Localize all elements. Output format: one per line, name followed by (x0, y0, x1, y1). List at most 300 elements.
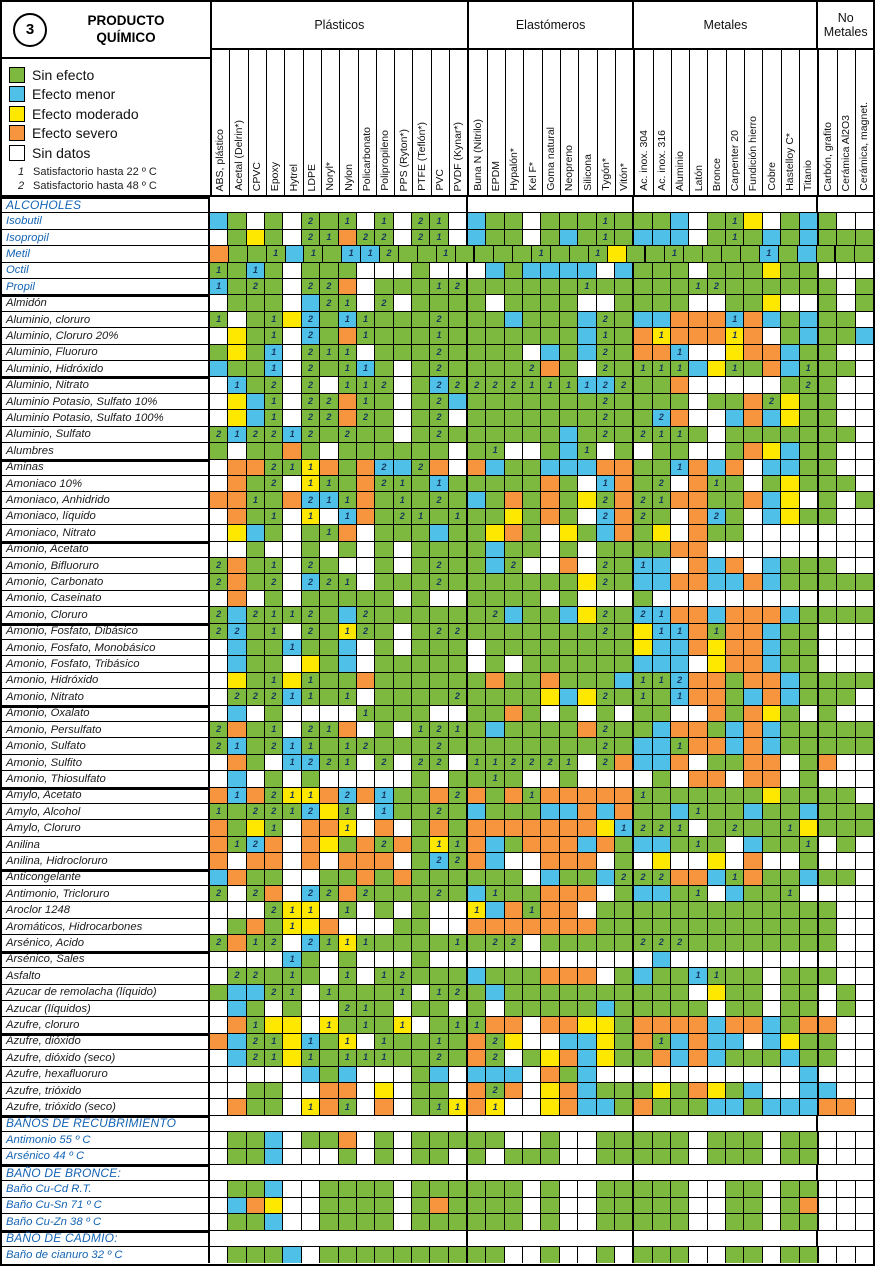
cell (837, 509, 855, 524)
cell-temp-note: 1 (326, 986, 332, 997)
cell (615, 460, 634, 475)
row-label: Amylo, Acetato (2, 788, 210, 803)
cell (541, 722, 559, 737)
cell (615, 820, 634, 835)
cell (541, 443, 559, 458)
cell (744, 607, 762, 622)
cell-temp-note: 2 (252, 1052, 258, 1063)
table-row (2, 1181, 873, 1197)
cell (597, 295, 615, 310)
cell-temp-note: 1 (713, 478, 719, 489)
cell (800, 820, 819, 835)
cell (763, 460, 781, 475)
cell-temp-note: 2 (492, 609, 498, 620)
cell (689, 213, 707, 228)
cell-temp-note: 2 (326, 396, 332, 407)
cell (247, 312, 265, 327)
table-row (2, 607, 873, 623)
cell-temp-note: 1 (326, 937, 332, 948)
cell (856, 1247, 873, 1263)
cell (339, 361, 357, 376)
cell (597, 935, 615, 950)
cell (578, 755, 596, 770)
cell-temp-note: 1 (216, 281, 222, 292)
legend-items (9, 65, 208, 163)
cell (228, 804, 246, 819)
cell (781, 427, 799, 442)
cell (578, 706, 596, 721)
row-cells (210, 1149, 873, 1164)
cell (726, 377, 744, 392)
cell (394, 1247, 412, 1263)
cell (375, 1067, 393, 1082)
cell-temp-note: 1 (436, 330, 442, 341)
cell (394, 1099, 412, 1114)
cell (505, 230, 523, 245)
cell (689, 870, 707, 885)
table-row (2, 738, 873, 754)
cell-temp-note: 2 (216, 560, 222, 571)
cell (320, 1034, 338, 1049)
cell (671, 295, 689, 310)
cell (689, 919, 707, 934)
cell-temp-note: 2 (381, 379, 387, 390)
cell (597, 591, 615, 606)
cell (671, 574, 689, 589)
cell (210, 706, 228, 721)
cell (228, 1067, 246, 1082)
cell-temp-note: 2 (713, 281, 719, 292)
cell (560, 377, 578, 392)
cell (856, 952, 873, 967)
cell-temp-note: 1 (547, 379, 553, 390)
cell-temp-note: 1 (289, 806, 295, 817)
cell-temp-note: 1 (344, 970, 350, 981)
table-row (2, 312, 873, 328)
row-cells (210, 607, 873, 622)
cell (781, 771, 799, 786)
cell (836, 246, 855, 261)
cell (302, 1083, 320, 1098)
row-cells (210, 624, 873, 639)
cell (837, 410, 855, 425)
cell-temp-note: 1 (529, 379, 535, 390)
cell (837, 755, 855, 770)
cell (283, 1214, 301, 1229)
cell (763, 263, 781, 278)
cell (320, 738, 338, 753)
cell (744, 1214, 762, 1229)
cell (283, 542, 301, 557)
cell (302, 985, 320, 1000)
cell-temp-note: 1 (289, 953, 295, 964)
cell (228, 837, 246, 852)
row-label: Arsénico, Acido (2, 935, 210, 950)
cell (210, 722, 228, 737)
cell (283, 361, 301, 376)
cell (210, 377, 228, 392)
cell (615, 213, 634, 228)
cell (486, 624, 504, 639)
cell (597, 853, 615, 868)
cell (856, 460, 873, 475)
cell (646, 246, 665, 261)
cell (430, 1067, 448, 1082)
cell (634, 328, 652, 343)
cell-temp-note: 2 (216, 625, 222, 636)
cell (763, 689, 781, 704)
cell (210, 460, 228, 475)
cell (634, 345, 652, 360)
cell-temp-note: 1 (234, 428, 240, 439)
cell (394, 394, 412, 409)
cell (726, 1017, 744, 1032)
cell (339, 788, 357, 803)
cell (634, 837, 652, 852)
row-label: Amonio, Oxalato (2, 706, 210, 721)
cell (302, 213, 320, 228)
column-group-metales: Metales (634, 2, 818, 48)
cell (578, 1181, 596, 1196)
cell-temp-note: 2 (492, 937, 498, 948)
cell (302, 345, 320, 360)
cell (578, 788, 596, 803)
cell (265, 935, 283, 950)
cell (763, 1001, 781, 1016)
cell (856, 345, 873, 360)
cell (210, 230, 228, 245)
cell-temp-note: 2 (381, 478, 387, 489)
cell (339, 1067, 357, 1082)
cell (486, 394, 504, 409)
cell (653, 410, 671, 425)
cell-temp-note: 1 (307, 740, 313, 751)
cell (430, 476, 448, 491)
cell-temp-note: 1 (787, 888, 793, 899)
cell (375, 985, 393, 1000)
cell-temp-note: 2 (307, 412, 313, 423)
row-label: Amonio, Sulfato (2, 738, 210, 753)
cell (560, 312, 578, 327)
cell (265, 1247, 283, 1263)
cell (430, 525, 448, 540)
legend-label: Efecto menor (32, 86, 116, 103)
cell (689, 1034, 707, 1049)
cell (597, 886, 615, 901)
cell (671, 722, 689, 737)
cell (597, 574, 615, 589)
row-cells (210, 509, 873, 524)
cell (560, 1132, 578, 1147)
cell (210, 1034, 228, 1049)
cell (856, 1149, 873, 1164)
cell (412, 788, 430, 803)
cell (608, 246, 627, 261)
cell (856, 689, 873, 704)
cell (800, 738, 819, 753)
cell (523, 771, 541, 786)
cell (634, 1181, 652, 1196)
cell (763, 427, 781, 442)
cell (523, 1149, 541, 1164)
cell-temp-note: 1 (307, 1035, 313, 1046)
cell (357, 1034, 375, 1049)
cell (412, 1149, 430, 1164)
cell (320, 509, 338, 524)
cell (394, 377, 412, 392)
cell (597, 640, 615, 655)
cell (265, 443, 283, 458)
cell (228, 377, 246, 392)
cell (449, 345, 468, 360)
cell-temp-note: 1 (271, 396, 277, 407)
cell (210, 1198, 228, 1213)
cell (468, 460, 486, 475)
cell (689, 460, 707, 475)
cell (560, 1214, 578, 1229)
cell (449, 771, 468, 786)
cell (375, 542, 393, 557)
cell (763, 1067, 781, 1082)
cell (744, 706, 762, 721)
cell-temp-note: 2 (307, 757, 313, 768)
cell-temp-note: 2 (677, 937, 683, 948)
cell (320, 542, 338, 557)
cell-temp-note: 2 (307, 215, 313, 226)
cell (744, 410, 762, 425)
cell (708, 1050, 726, 1065)
cell (375, 525, 393, 540)
row-label: Alumbres (2, 443, 210, 458)
cell (763, 312, 781, 327)
cell (837, 804, 855, 819)
cell (800, 968, 819, 983)
cell (430, 574, 448, 589)
cell (763, 935, 781, 950)
cell (357, 509, 375, 524)
cell (653, 558, 671, 573)
row-label: Amoniaco, Anhidrido (2, 492, 210, 507)
cell (726, 1083, 744, 1098)
cell (671, 1181, 689, 1196)
cell (671, 230, 689, 245)
cell (541, 377, 559, 392)
cell (302, 328, 320, 343)
cell (228, 1198, 246, 1213)
cell (578, 1050, 596, 1065)
cell (781, 656, 799, 671)
cell-temp-note: 1 (640, 789, 646, 800)
cell (357, 706, 375, 721)
cell (763, 1034, 781, 1049)
cell (763, 410, 781, 425)
cell (671, 788, 689, 803)
cell (800, 1247, 819, 1263)
cell-temp-note: 1 (474, 757, 480, 768)
column-header (727, 50, 745, 195)
cell (523, 1247, 541, 1263)
cell (689, 1132, 707, 1147)
cell (523, 295, 541, 310)
cell (394, 443, 412, 458)
cell (320, 788, 338, 803)
table-row (2, 476, 873, 492)
row-cells (210, 804, 873, 819)
row-label: BAÑOS DE RECUBRIMIENTO (2, 1116, 210, 1131)
cell-temp-note: 2 (640, 871, 646, 882)
cell (394, 837, 412, 852)
column-header-label: Titanio (802, 159, 815, 191)
cell (430, 410, 448, 425)
cell (412, 902, 430, 917)
cell (837, 525, 855, 540)
cell (578, 328, 596, 343)
cell-temp-note: 2 (492, 1035, 498, 1046)
cell (800, 1034, 819, 1049)
title-box (2, 2, 210, 59)
cell (302, 492, 320, 507)
cell (228, 312, 246, 327)
cell (819, 968, 837, 983)
cell (541, 1181, 559, 1196)
cell (228, 492, 246, 507)
cell (689, 755, 707, 770)
cell (800, 230, 819, 245)
cell (430, 755, 448, 770)
cell (722, 246, 741, 261)
cell (505, 492, 523, 507)
cell (708, 788, 726, 803)
row-cells (210, 952, 873, 967)
column-header-label: PVDF (Kynar*) (452, 121, 465, 191)
cell-temp-note: 2 (602, 494, 608, 505)
cell (578, 1247, 596, 1263)
cell-temp-note: 1 (677, 822, 683, 833)
cell (708, 230, 726, 245)
row-label: Amonio, Fosfato, Tribásico (2, 656, 210, 671)
cell-temp-note: 1 (307, 1101, 313, 1112)
row-label: Arsénico, Sales (2, 952, 210, 967)
column-header-label: EPDM (490, 160, 503, 191)
cell (375, 820, 393, 835)
cell-temp-note: 1 (289, 609, 295, 620)
cell (247, 788, 265, 803)
cell (247, 213, 265, 228)
cell (578, 279, 596, 294)
cell (708, 295, 726, 310)
cell (837, 591, 855, 606)
cell (339, 853, 357, 868)
cell (486, 558, 504, 573)
cell (781, 853, 799, 868)
cell (357, 722, 375, 737)
cell (468, 755, 486, 770)
cell (665, 246, 684, 261)
cell (541, 886, 559, 901)
cell (837, 1083, 855, 1098)
cell (653, 804, 671, 819)
cell (302, 870, 320, 885)
cell-temp-note: 1 (640, 674, 646, 685)
cell (597, 279, 615, 294)
cell-temp-note: 1 (344, 1035, 350, 1046)
cell (627, 246, 647, 261)
cell (615, 509, 634, 524)
cell (468, 443, 486, 458)
cell (671, 804, 689, 819)
cell (449, 1214, 468, 1229)
cell (283, 263, 301, 278)
cell (283, 1149, 301, 1164)
row-cells (210, 985, 873, 1000)
table-header (2, 2, 873, 197)
cell (339, 410, 357, 425)
cell-temp-note: 1 (344, 363, 350, 374)
cell (394, 689, 412, 704)
cell (505, 1067, 523, 1082)
cell (634, 722, 652, 737)
cell (837, 673, 855, 688)
cell (541, 591, 559, 606)
cell (320, 1017, 338, 1032)
cell (597, 263, 615, 278)
cell (486, 574, 504, 589)
cell (486, 1017, 504, 1032)
cell (265, 1198, 283, 1213)
cell (741, 246, 760, 261)
cell (265, 542, 283, 557)
cell (468, 738, 486, 753)
cell (247, 1001, 265, 1016)
cell (375, 870, 393, 885)
cell (265, 788, 283, 803)
cell (856, 295, 873, 310)
cell (523, 1017, 541, 1032)
column-header-label: Carbón, grafito (821, 121, 834, 191)
row-cells (210, 230, 873, 245)
cell (320, 574, 338, 589)
cell (283, 410, 301, 425)
cell (247, 263, 265, 278)
cell-temp-note: 2 (436, 625, 442, 636)
cell (837, 788, 855, 803)
cell (468, 985, 486, 1000)
column-header (212, 50, 230, 195)
cell (320, 804, 338, 819)
header-right-panel (212, 2, 873, 195)
cell (689, 591, 707, 606)
column-header-label: Cobre (765, 162, 778, 191)
cell (339, 870, 357, 885)
cell (578, 443, 596, 458)
cell (653, 394, 671, 409)
cell-temp-note: 2 (363, 232, 369, 243)
column-header-label: PPS (Ryton*) (397, 128, 410, 191)
column-group-plásticos: Plásticos (212, 2, 469, 48)
cell (653, 706, 671, 721)
table-row (2, 295, 873, 311)
cell-temp-note: 1 (307, 674, 313, 685)
cell (394, 279, 412, 294)
cell (210, 853, 228, 868)
cell (302, 1001, 320, 1016)
cell (578, 460, 596, 475)
cell (744, 1132, 762, 1147)
cell (339, 722, 357, 737)
cell (800, 377, 819, 392)
cell-temp-note: 2 (381, 839, 387, 850)
cell (486, 1034, 504, 1049)
